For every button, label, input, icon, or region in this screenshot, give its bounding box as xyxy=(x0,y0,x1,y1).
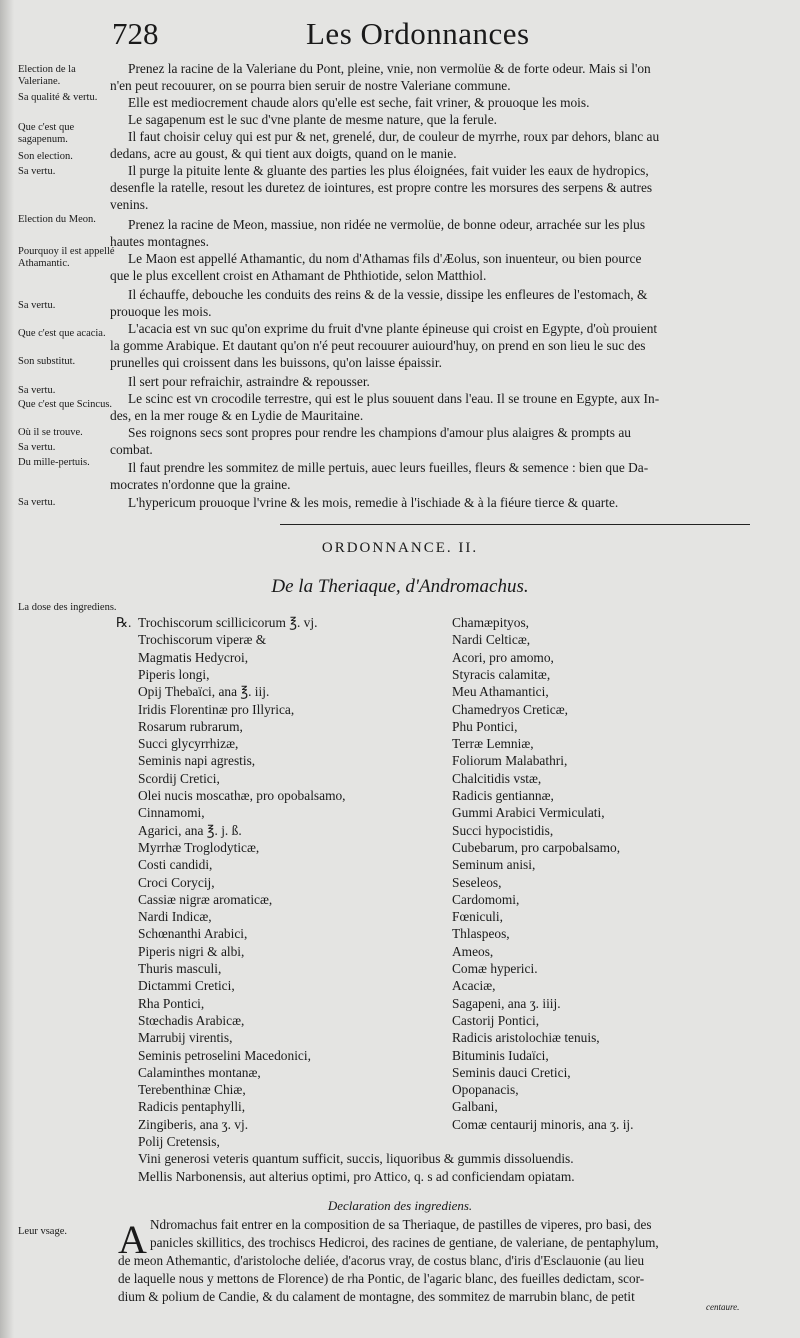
page-number: 728 xyxy=(112,16,159,51)
ingredient-item: Costi candidi, xyxy=(138,857,213,873)
ingredient-item: Schœnanthi Arabici, xyxy=(138,926,248,942)
text-line: Il sert pour refraichir, astraindre & repousser. xyxy=(128,374,370,389)
margin-note: Sa qualité & vertu. xyxy=(18,92,98,103)
text-line: Il faut prendre les sommitez de mille pertuis, auec leurs fueilles, fleurs & semence : bien que Da- xyxy=(128,460,649,475)
declaration-line: panicles skillitics, des trochiscs Hedicroi, des racines de gentiane, de valeriane, de pentaphylum, xyxy=(150,1235,659,1250)
text-line: que le plus excellent croist en Athamant de Phthiotide, selon Matthiol. xyxy=(110,268,487,283)
margin-note: Son substitut. xyxy=(18,356,76,367)
text-line: Elle est mediocrement chaude alors qu'elle est seche, fait vriner, & prouoque les mois. xyxy=(128,95,590,110)
text-line: n'en peut recouurer, on se pourra bien seruir de nostre Valeriane commune. xyxy=(110,78,511,93)
margin-note: Election de la Valeriane. xyxy=(18,64,76,87)
ingredient-item: Cinnamomi, xyxy=(138,805,205,821)
ingredient-item: Succi hypocistidis, xyxy=(452,822,554,838)
ordonnance-heading: ORDONNANCE. II. xyxy=(321,540,479,556)
margin-note: Sa vertu. xyxy=(18,385,56,396)
ingredient-item: Acori, pro amomo, xyxy=(452,649,554,665)
declaration-line: dium & polium de Candie, & du calament de montagne, des sommitez de marrubin blanc, de petit xyxy=(118,1289,635,1304)
declaration-line: de laquelle nous y mettons de Florence) de rha Pontic, de l'agaric blanc, des fueilles dedictam, scor- xyxy=(118,1271,645,1286)
ingredient-item: Bituminis Iudaïci, xyxy=(452,1047,549,1063)
text-line: des, en la mer rouge & en Lydie de Mauritaine. xyxy=(110,408,364,423)
ingredient-item: Fœniculi, xyxy=(452,909,503,925)
text-line: L'hypericum prouoque l'vrine & les mois, remedie à l'ischiade & à la fiéure tierce & quarte. xyxy=(128,495,619,510)
running-title: Les Ordonnances xyxy=(306,16,530,51)
ingredient-item: Iridis Florentinæ pro Illyrica, xyxy=(138,701,295,717)
margin-note: Sa vertu. xyxy=(18,300,56,311)
ingredient-item: Calaminthes montanæ, xyxy=(138,1064,261,1080)
ingredient-item: Olei nucis moscathæ, pro opobalsamo, xyxy=(138,788,346,803)
text-line: Il échauffe, debouche les conduits des reins & de la vessie, dissipe les enfleures de l'estomach, & xyxy=(128,287,648,302)
ingredient-item: Seminis napi agrestis, xyxy=(138,753,256,769)
ingredient-item: Foliorum Malabathri, xyxy=(452,753,568,769)
declaration-line: de meon Athemantic, d'aristoloche deliée, d'acorus vray, de costus blanc, d'iris d'Esclauonie (au lieu xyxy=(118,1253,645,1268)
ingredient-item: Agarici, ana ℥. j. ß. xyxy=(138,822,242,838)
text-line: Prenez la racine de la Valeriane du Pont, pleine, vnie, non vermolüe & de forte odeur. Mais si l'on xyxy=(128,61,651,76)
text-line: Ses roignons secs sont propres pour rendre les champions d'amour plus alaigres & prompts au xyxy=(128,425,631,440)
text-line: mocrates n'ordonne que la graine. xyxy=(110,477,291,492)
drop-capital: A xyxy=(118,1217,147,1262)
margin-note: Que c'est que sagapenum. xyxy=(18,122,75,145)
ingredient-item: Trochiscorum scillicicorum ℥. vj. xyxy=(138,615,318,630)
ingredient-item: Nardi Indicæ, xyxy=(138,909,212,925)
ingredient-item: Ameos, xyxy=(452,943,494,959)
ingredient-item: Seminis dauci Cretici, xyxy=(452,1064,571,1080)
ordonnance-subtitle: De la Theriaque, d'Andromachus. xyxy=(271,576,529,597)
ingredient-item: Acaciæ, xyxy=(452,978,496,994)
text-line: Le scinc est vn crocodile terrestre, qui est le plus souuent dans l'eau. Il se troune en Egypte, aux In- xyxy=(128,391,660,406)
ingredient-item: Myrrhæ Troglodyticæ, xyxy=(138,839,260,855)
margin-note: Du mille-pertuis. xyxy=(18,457,90,468)
ingredient-item: Seminum anisi, xyxy=(452,857,536,873)
ingredient-item: Chalcitidis vstæ, xyxy=(452,770,542,786)
margin-note: Election du Meon. xyxy=(18,214,96,225)
ingredient-item: Cassiæ nigræ aromaticæ, xyxy=(138,891,273,907)
text-line: prouoque les mois. xyxy=(110,304,212,319)
ingredient-item: Radicis pentaphylli, xyxy=(138,1099,246,1115)
margin-note: La dose des ingrediens. xyxy=(18,602,117,613)
ingredient-item: Thuris masculi, xyxy=(138,961,222,976)
ingredient-item: Seminis petroselini Macedonici, xyxy=(138,1047,311,1063)
ingredient-item: Radicis aristolochiæ tenuis, xyxy=(452,1030,600,1046)
ingredient-item: Croci Corycij, xyxy=(138,874,215,890)
declaration-heading: Declaration des ingrediens. xyxy=(327,1198,473,1213)
ingredient-item: Sagapeni, ana ʒ. iiij. xyxy=(452,995,561,1011)
ingredient-item: Gummi Arabici Vermiculati, xyxy=(452,805,605,821)
text-line: dedans, acre au goust, & qui tient aux doigts, quand on le manie. xyxy=(110,146,457,161)
margin-note: Que c'est que Scincus. xyxy=(18,399,113,410)
ingredient-item: Chamedryos Creticæ, xyxy=(452,701,569,717)
ingredient-item: Cardomomi, xyxy=(452,891,520,907)
running-head xyxy=(0,14,800,54)
margin-note: Pourquoy il est appellé Athamantic. xyxy=(18,246,115,269)
ingredient-item: Nardi Celticæ, xyxy=(452,632,531,648)
ingredient-item: Galbani, xyxy=(452,1099,498,1115)
ingredient-item: Radicis gentiannæ, xyxy=(452,788,554,803)
text-line: L'acacia est vn suc qu'on exprime du fruit d'vne plante épineuse qui croist en Egypte, d'où prouient xyxy=(128,321,658,336)
text-line: Prenez la racine de Meon, massiue, non ridée ne vermolüe, de bonne odeur, arrachée sur les plus xyxy=(128,217,646,232)
ingredient-item: Piperis longi, xyxy=(138,666,210,682)
ingredient-item: Zingiberis, ana ʒ. vj. xyxy=(138,1116,249,1132)
page-gutter-shadow xyxy=(0,0,14,1338)
text-line: prunelles qui croissent dans les buissons, qu'on laisse épaissir. xyxy=(110,355,442,370)
ingredient-item: Styracis calamitæ, xyxy=(452,666,551,682)
ingredient-item: Scordij Cretici, xyxy=(138,770,220,786)
ingredient-item: Polij Cretensis, xyxy=(138,1134,220,1149)
catchword: centaure. xyxy=(706,1302,740,1312)
ingredient-item: Phu Pontici, xyxy=(452,718,518,734)
ingredient-item: Trochiscorum viperæ & xyxy=(138,632,267,648)
ingredient-item: Seseleos, xyxy=(452,874,502,890)
section-rule xyxy=(280,524,750,525)
text-line: Le Maon est appellé Athamantic, du nom d'Athamas fils d'Æolus, son inuenteur, ou bien pource xyxy=(128,251,642,266)
margin-note: Leur vsage. xyxy=(18,1226,67,1237)
ingredient-item: Dictammi Cretici, xyxy=(138,978,235,994)
ingredient-item: Piperis nigri & albi, xyxy=(138,943,245,959)
ingredient-item: Opij Thebaïci, ana ℥. iij. xyxy=(138,684,270,700)
margin-note: Sa vertu. xyxy=(18,497,56,508)
margin-note: Son election. xyxy=(18,151,73,162)
ingredient-item: Rosarum rubrarum, xyxy=(138,718,243,734)
ingredient-item: Magmatis Hedycroi, xyxy=(138,649,249,665)
text-line: combat. xyxy=(110,442,153,457)
ingredient-item: Meu Athamantici, xyxy=(452,684,549,700)
ingredient-item: Terræ Lemniæ, xyxy=(452,736,534,752)
ingredient-item: Terebenthinæ Chiæ, xyxy=(138,1082,246,1098)
text-line: desenfle la ratelle, resout les duretez de iointures, est propre contre les morsures des serpens & autres xyxy=(110,180,653,195)
ingredient-item: Opopanacis, xyxy=(452,1082,519,1098)
ingredient-item: Thlaspeos, xyxy=(452,926,510,942)
ingredient-item: Rha Pontici, xyxy=(138,995,205,1011)
margin-note: Sa vertu. xyxy=(18,442,56,453)
closing-line: Mellis Narbonensis, aut alterius optimi, pro Attico, q. s ad conficiendam opiatam. xyxy=(138,1169,575,1184)
text-line: Il faut choisir celuy qui est pur & net, grenelé, dur, de couleur de myrrhe, roux par dehors, blanc au xyxy=(128,129,660,144)
margin-note: Que c'est que acacia. xyxy=(18,328,106,339)
text-line: la gomme Arabique. Et dautant qu'on n'é peut recouurer auiourd'huy, on prend en son lieu le suc des xyxy=(110,338,646,353)
margin-note: Où il se trouve. xyxy=(18,427,83,438)
ingredient-item: Castorij Pontici, xyxy=(452,1012,540,1028)
ingredient-item: Comæ centaurij minoris, ana ʒ. ij. xyxy=(452,1116,634,1132)
ingredient-item: Succi glycyrrhizæ, xyxy=(138,736,239,752)
ingredient-item: Marrubij virentis, xyxy=(138,1030,233,1046)
recipe-symbol: ℞. xyxy=(116,615,132,630)
declaration-line: Ndromachus fait entrer en la composition de sa Theriaque, de pastilles de viperes, pro basi, des xyxy=(150,1217,652,1232)
text-line: Il purge la pituite lente & gluante des parties les plus éloignées, fait vuider les eaux de hydropics, xyxy=(128,163,649,178)
text-line: venins. xyxy=(110,197,149,212)
text-line: hautes montagnes. xyxy=(110,234,209,249)
ingredient-item: Chamæpityos, xyxy=(452,615,530,630)
ingredient-item: Cubebarum, pro carpobalsamo, xyxy=(452,839,621,855)
ingredient-item: Comæ hyperici. xyxy=(452,961,538,976)
text-line: Le sagapenum est le suc d'vne plante de mesme nature, que la ferule. xyxy=(128,112,498,127)
closing-line: Vini generosi veteris quantum sufficit, succis, liquoribus & gummis dissoluendis. xyxy=(138,1151,574,1166)
margin-note: Sa vertu. xyxy=(18,166,56,177)
ingredient-item: Stœchadis Arabicæ, xyxy=(138,1012,245,1028)
